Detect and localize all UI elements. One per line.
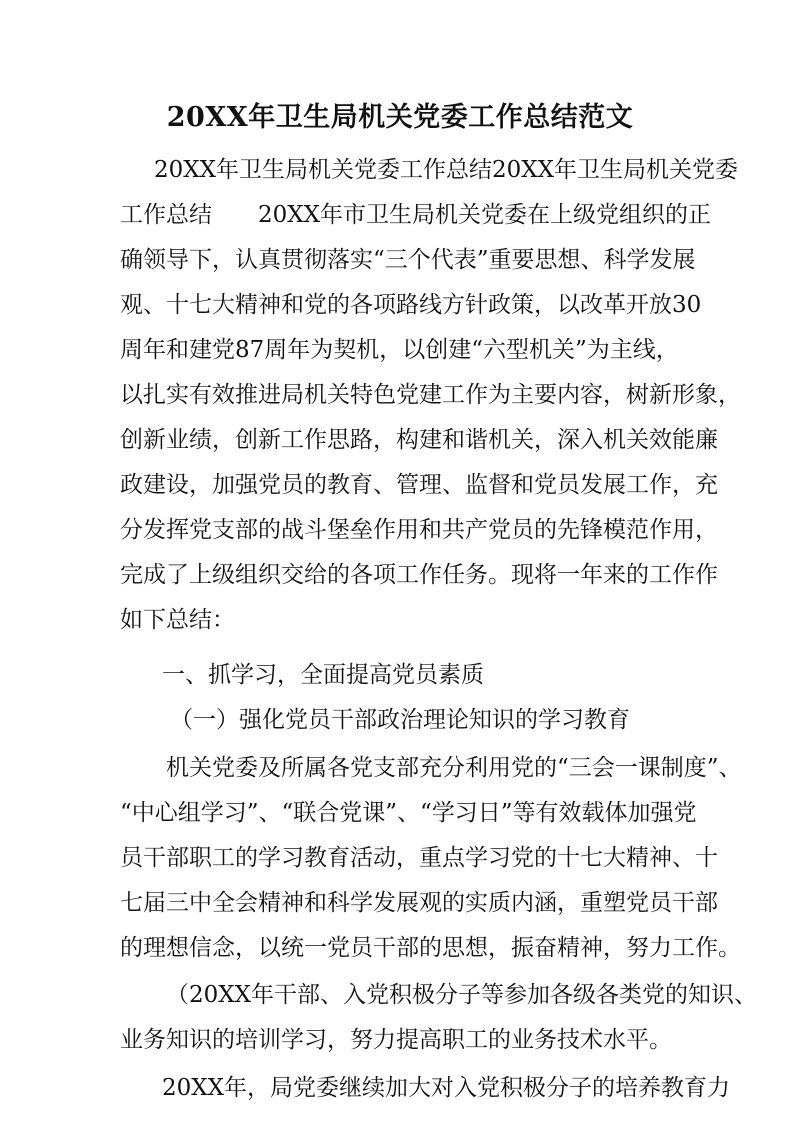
body-line: （20XX年干部、入党积极分子等参加各级各类党的知识、 (166, 982, 758, 1008)
body-line: 工作总结 20XX年市卫生局机关党委在上级党组织的正 (120, 202, 712, 228)
subsection-heading: （一）强化党员干部政治理论知识的学习教育 (170, 707, 630, 733)
body-line: 的理想信念，以统一党员干部的思想，振奋精神，努力工作。 (120, 935, 741, 961)
body-line: 政建设，加强党员的教育、管理、监督和党员发展工作，充 (120, 472, 718, 498)
body-line: 周年和建党87周年为契机，以创建“六型机关”为主线， (120, 337, 679, 363)
body-line: 确领导下，认真贯彻落实“三个代表”重要思想、科学发展 (120, 247, 696, 273)
body-line: 分发挥党支部的战斗堡垒作用和共产党员的先锋模范作用， (120, 517, 718, 543)
body-line: “中心组学习”、“联合党课”、“学习日”等有效载体加强党 (120, 800, 697, 826)
body-line: 业务知识的培训学习，努力提高职工的业务技术水平。 (120, 1027, 672, 1053)
body-line: 以扎实有效推进局机关特色党建工作为主要内容，树新形象， (120, 382, 741, 408)
body-line: 员干部职工的学习教育活动，重点学习党的十七大精神、十 (120, 845, 718, 871)
body-line: 创新业绩，创新工作思路，构建和谐机关，深入机关效能廉 (120, 427, 718, 453)
body-line: 如下总结： (120, 607, 235, 633)
body-line: 七届三中全会精神和科学发展观的实质内涵，重塑党员干部 (120, 890, 718, 916)
body-line: 完成了上级组织交给的各项工作任务。现将一年来的工作作 (120, 562, 718, 588)
body-line: 20XX年，局党委继续加大对入党积极分子的培养教育力 (162, 1075, 731, 1101)
body-line: 机关党委及所属各党支部充分利用党的“三会一课制度”、 (166, 755, 742, 781)
document-title: 20XX年卫生局机关党委工作总结范文 (166, 102, 634, 133)
section-heading: 一、抓学习，全面提高党员素质 (162, 662, 484, 688)
body-line: 观、十七大精神和党的各项路线方针政策，以改革开放30 (120, 292, 702, 318)
body-line: 20XX年卫生局机关党委工作总结20XX年卫生局机关党委 (154, 157, 739, 183)
